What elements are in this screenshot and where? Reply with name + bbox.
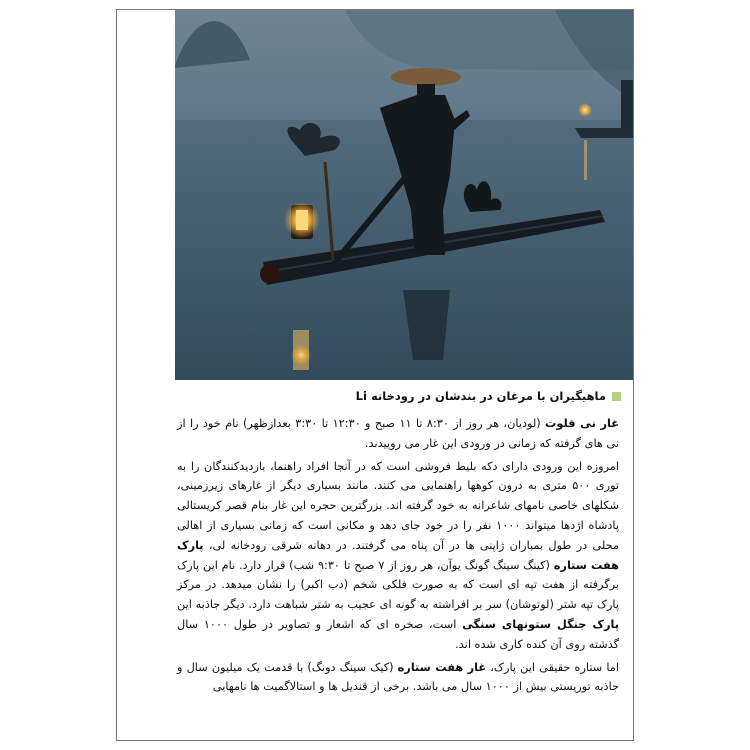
cormorant-fisherman-photo xyxy=(175,10,634,380)
photo-caption xyxy=(177,384,621,408)
article-body xyxy=(177,414,619,734)
caption-text: ماهیگیران با مرغان در بندشان در رودخانه Li xyxy=(355,389,606,403)
paragraph-text: اما ستاره حقیقی این پارک، xyxy=(486,660,619,674)
bold-term-stone-forest-park: پارک جنگل ستونهای سنگی xyxy=(462,617,619,631)
paragraph-text: (کیک سینگ دونگ) با قدمت یک میلیون سال و جاذبه توریستی بیش از ۱۰۰۰ سال می باشد. برخی از قندیل ها و استالاگمیت ها نامهایی xyxy=(177,660,619,694)
caption-bullet-square xyxy=(612,392,621,401)
photo-illustration xyxy=(175,10,634,380)
document-page xyxy=(116,9,634,741)
paragraph-text: (لودیان، هر روز از ۸:۳۰ تا ۱۱ صبح و ۱۲:۳۰ تا ۳:۳۰ بعدازظهر) نام خود را از نی های گرفته که زمانی در ورودی این غار می روییدند. xyxy=(177,417,619,450)
paragraph-1 xyxy=(177,414,619,454)
paragraph-3 xyxy=(177,658,619,698)
paragraph-text: (کینگ سینگ گونگ یوآن، هر روز از ۷ صبح تا ۹:۳۰ شب) قرار دارد. نام این پارک برگرفته از هفت تپه ای است که به صورت فلکی شخم (دب اکبر) را نشان میدهد. در مرکز پارک تپه شتر (لوتوشان) سر بر افراشته به گونه ای عجیب به شتر شباهت دارد. دیگر جاذبه این xyxy=(177,558,619,612)
bold-term-seven-star-park: پارک هفت ستاره xyxy=(177,538,619,572)
paragraph-text: است، صخره ای که اشعار و تصاویر در طول ۱۰۰۰ سال گذشته روی آن کنده کاری شده اند. xyxy=(177,617,619,651)
paragraph-text: امروزه این ورودی دارای دکه بلیط فروشی است که در آنجا افراد راهنما، بازدیدکنندگان را به توری ۵۰۰ متری به درون کوهها راهنمایی می کنند. مانند بسیاری دیگر از غارهای زیرزمینی، شکلهای خاصی نامهای شاعرانه به خود گرفته اند. بزرگترین حجره این غار بنام قصر کریستالی پادشاه اژدها میتواند ۱۰۰۰ نفر را در خود جای دهد و مکانی است که زمانی بسیاری از اهالی محلی در طول بمباران ژاپنی ها در آن پناه می گرفتند. در دهانه شرقی رودخانه لی، xyxy=(177,459,619,552)
bold-term-seven-star-cave: غار هفت ستاره xyxy=(397,660,487,674)
paragraph-2 xyxy=(177,457,619,655)
bold-term-reed-flute-cave: غار نی فلوت xyxy=(545,417,619,430)
